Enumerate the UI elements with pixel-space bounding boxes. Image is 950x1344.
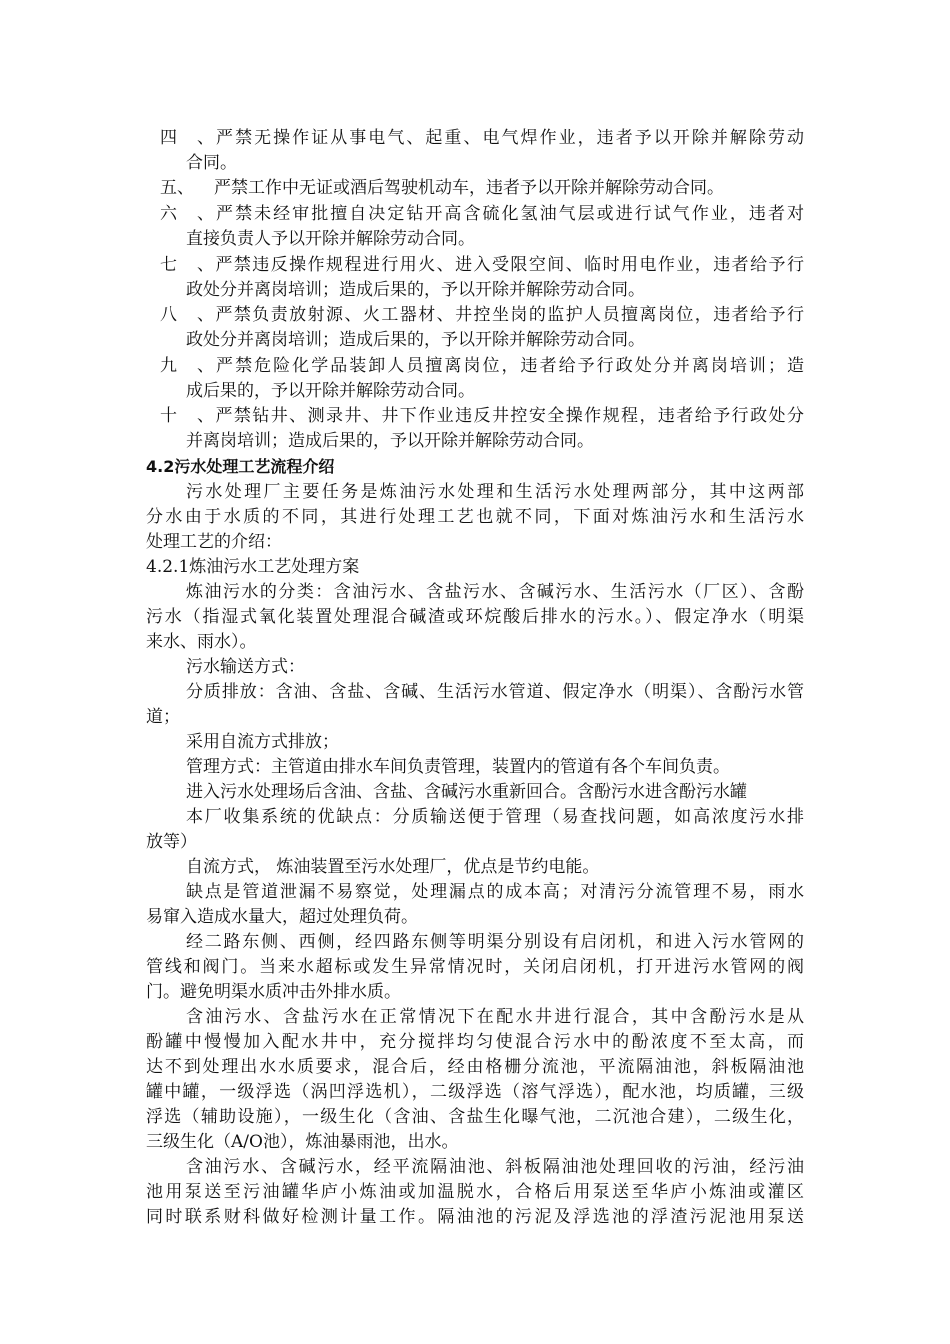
body-line: 分质排放：含油、含盐、含碱、生活污水管道、假定净水（明渠）、含酚污水管 [186,682,804,702]
body-line: 本厂收集系统的优缺点：分质输送便于管理（易查找问题，如高浓度污水排 [186,807,804,827]
body-line: 管线和阀门。当来水超标或发生异常情况时，关闭启闭机，打开进污水管网的阀 [146,957,804,977]
body-line: 进入污水处理场后含油、含盐、含碱污水重新回合。含酚污水进含酚污水罐 [186,782,747,802]
rule-number: 八、 [160,305,214,325]
body-line: 道； [146,707,180,727]
rule-number: 四、 [160,128,214,148]
body-line: 达不到处理出水水质要求，混合后，经由格栅分流池，平流隔油池，斜板隔油池 [146,1057,804,1077]
rule-4-line-2: 合同。 [186,153,237,173]
body-line: 污水输送方式： [186,657,305,677]
body-line: 池用泵送至污油罐华庐小炼油或加温脱水，合格后用泵送至华庐小炼油或灌区 [146,1182,804,1202]
body-line: 门。避免明渠水质冲击外排水质。 [146,982,401,1002]
rule-7-line-2: 政处分并离岗培训；造成后果的，予以开除并解除劳动合同。 [186,280,645,300]
body-line: 经二路东侧、西侧，经四路东侧等明渠分别设有启闭机，和进入污水管网的 [186,932,804,952]
body-line: 炼油污水的分类：含油污水、含盐污水、含碱污水、生活污水（厂区）、含酚 [186,582,804,602]
rule-number: 六、 [160,204,214,224]
body-line: 同时联系财科做好检测计量工作。隔油池的污泥及浮选池的浮渣污泥池用泵送 [146,1207,804,1227]
rule-8-line-1: 八、严禁负责放射源、火工器材、井控坐岗的监护人员擅离岗位，违者给予行 [160,305,804,325]
rule-9-line-1: 九、严禁危险化学品装卸人员擅离岗位，违者给予行政处分并离岗培训；造 [160,356,804,376]
rule-number: 九、 [160,356,214,376]
body-line: 罐中罐，一级浮选（涡凹浮选机），二级浮选（溶气浮选），配水池，均质罐，三级 [146,1082,804,1102]
intro-line-2: 分水由于水质的不同，其进行处理工艺也就不同，下面对炼油污水和生活污水 [146,507,804,527]
body-line: 缺点是管道泄漏不易察觉，处理漏点的成本高；对清污分流管理不易，雨水 [186,882,804,902]
intro-line-1: 污水处理厂主要任务是炼油污水处理和生活污水处理两部分，其中这两部 [186,482,804,502]
body-line: 来水、雨水）。 [146,632,257,652]
body-line: 自流方式， 炼油装置至污水处理厂，优点是节约电能。 [186,857,600,877]
rule-6-line-2: 直接负责人予以开除并解除劳动合同。 [186,229,475,249]
body-line: 污水（指湿式氧化装置处理混合碱渣或环烷酸后排水的污水。）、假定净水（明渠 [146,607,804,627]
body-line: 含油污水、含碱污水，经平流隔油池、斜板隔油池处理回收的污油，经污油 [186,1157,804,1177]
rule-number: 五、 [160,178,194,198]
rule-9-line-2: 成后果的，予以开除并解除劳动合同。 [186,381,475,401]
rule-5-line-1: 五、 严禁工作中无证或酒后驾驶机动车，违者予以开除并解除劳动合同。 [160,178,724,198]
intro-line-3: 处理工艺的介绍： [146,532,282,552]
body-line: 易窜入造成水量大，超过处理负荷。 [146,907,418,927]
rule-number: 十、 [160,406,214,426]
rule-4-line-1: 四、严禁无操作证从事电气、起重、电气焊作业，违者予以开除并解除劳动 [160,128,804,148]
rule-7-line-1: 七、严禁违反操作规程进行用火、进入受限空间、临时用电作业，违者给予行 [160,255,804,275]
rule-10-line-2: 并离岗培训；造成后果的，予以开除并解除劳动合同。 [186,431,594,451]
rule-number: 七、 [160,255,214,275]
body-line: 酚罐中慢慢加入配水井中，充分搅拌均匀使混合污水中的酚浓度不至太高，而 [146,1032,804,1052]
body-line: 采用自流方式排放； [186,732,339,752]
body-line: 含油污水、含盐污水在正常情况下在配水井进行混合，其中含酚污水是从 [186,1007,804,1027]
section-heading: 4.2污水处理工艺流程介绍 [146,457,335,476]
rule-8-line-2: 政处分并离岗培训；造成后果的，予以开除并解除劳动合同。 [186,330,645,350]
subsection-heading: 4.2.1炼油污水工艺处理方案 [146,557,360,577]
rule-6-line-1: 六、严禁未经审批擅自决定钻开高含硫化氢油气层或进行试气作业，违者对 [160,204,804,224]
rule-10-line-1: 十、严禁钻井、测录井、井下作业违反井控安全操作规程，违者给予行政处分 [160,406,804,426]
body-line: 三级生化（A/O池），炼油暴雨池，出水。 [146,1132,459,1152]
body-line: 放等） [146,832,197,852]
body-line: 浮选（辅助设施），一级生化（含油、含盐生化曝气池，二沉池合建），二级生化， [146,1107,804,1127]
body-line: 管理方式：主管道由排水车间负责管理，装置内的管道有各个车间负责。 [186,757,730,777]
